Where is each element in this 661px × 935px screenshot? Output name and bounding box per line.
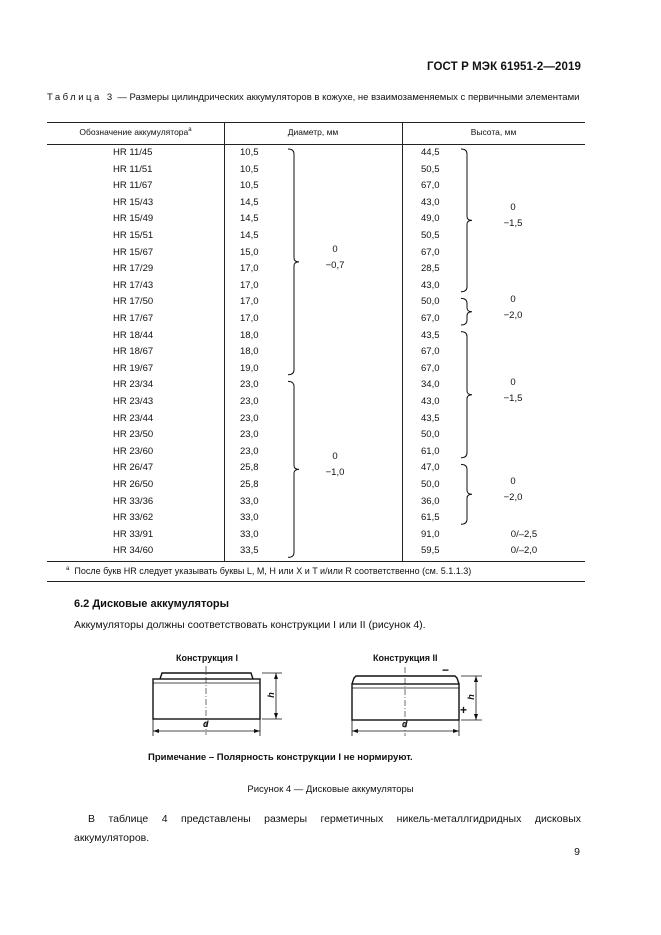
cell-designation: HR 18/44 [113, 329, 154, 341]
page-number: 9 [574, 846, 580, 858]
cell-diameter: 23,0 [240, 429, 259, 441]
height-tolerance-lower: −1,5 [503, 218, 523, 230]
cell-height: 67,0 [421, 180, 440, 192]
dimension-d-label-1: d [203, 719, 209, 729]
section-text: Аккумуляторы должны соответствовать конструкции I или II (рисунок 4). [74, 619, 426, 631]
dimension-h-label-1: h [265, 692, 276, 698]
cell-height: 59,5 [421, 545, 440, 557]
cell-diameter: 25,8 [240, 462, 259, 474]
cell-height: 61,5 [421, 512, 440, 524]
diameter-tolerance-lower: −1,0 [325, 467, 345, 479]
cell-height: 67,0 [421, 246, 440, 258]
cell-designation: HR 18/67 [113, 346, 154, 358]
cell-height: 43,0 [421, 396, 440, 407]
cell-height: 67,0 [421, 313, 440, 324]
cell-diameter: 23,0 [240, 445, 259, 457]
cell-designation: HR 15/43 [113, 196, 154, 208]
cell-designation: HR 23/44 [113, 412, 154, 424]
cell-diameter: 10,5 [240, 163, 259, 175]
cell-designation: HR 23/34 [113, 379, 154, 391]
cell-designation: HR 33/62 [113, 512, 154, 524]
cell-designation: HR 33/91 [113, 528, 154, 540]
cell-diameter: 15,0 [240, 246, 259, 258]
height-tolerance-value: 0/–2,5 [510, 528, 538, 540]
cell-diameter: 25,8 [240, 479, 259, 490]
construction-2-drawing [352, 667, 482, 736]
dimension-arrows [153, 673, 478, 733]
cell-height: 91,0 [421, 528, 440, 540]
cell-diameter: 10,5 [240, 147, 259, 158]
column-header-designation: Обозначение аккумулятора$^a$ [79, 127, 192, 137]
cell-height: 44,5 [421, 147, 440, 158]
cell-diameter: 10,5 [240, 180, 259, 192]
cell-diameter: 33,0 [240, 512, 259, 524]
dimension-d-label-2: d [402, 719, 408, 729]
column-header-diameter: Диаметр, мм [287, 127, 339, 137]
cell-diameter: 17,0 [240, 263, 259, 275]
cell-designation: HR 11/67 [113, 180, 153, 192]
cell-designation: HR 17/29 [113, 263, 154, 275]
height-tolerance-lower: −1,5 [503, 392, 523, 404]
cell-designation: HR 19/67 [113, 362, 154, 374]
cell-diameter: 17,0 [240, 313, 259, 324]
cell-height: 34,0 [421, 379, 440, 391]
cell-designation: HR 23/50 [113, 429, 154, 441]
height-tolerance-upper: 0 [510, 202, 516, 214]
cell-height: 43,0 [421, 279, 440, 291]
cell-height: 50,5 [421, 230, 440, 241]
table-caption-text: — Размеры цилиндрических аккумуляторов в кожухе, не взаимозаменяемых с первичными элементами [117, 92, 580, 103]
cell-height: 43,0 [421, 196, 440, 208]
figure-note: Примечание – Полярность конструкции I не нормируют. [148, 752, 413, 763]
cell-designation: HR 17/50 [113, 296, 154, 308]
cell-diameter: 14,5 [240, 213, 259, 225]
cell-diameter: 19,0 [240, 362, 259, 374]
cell-diameter: 33,5 [240, 545, 259, 557]
cell-height: 67,0 [421, 362, 440, 374]
cell-height: 43,5 [421, 329, 440, 341]
table-footnote: $^a$ После букв HR следует указывать буквы L, M, H или X и T и/или R соответственно (см. 5.1.1.3) [66, 566, 472, 576]
cell-diameter: 17,0 [240, 296, 259, 308]
cell-height: 50,0 [421, 296, 440, 308]
cell-height: 50,0 [421, 479, 440, 490]
cell-diameter: 33,0 [240, 495, 259, 507]
cell-designation: HR 26/47 [113, 462, 154, 474]
height-tolerance-upper: 0 [510, 376, 516, 388]
height-tolerance-lower: −2,0 [503, 309, 523, 321]
section-heading: 6.2 Дисковые аккумуляторы [74, 598, 230, 610]
cell-designation: HR 34/60 [113, 545, 154, 557]
construction-1-label: Конструкция I [176, 653, 239, 663]
minus-terminal-sign: − [442, 663, 450, 677]
construction-1-drawing [153, 666, 282, 736]
cell-designation: HR 15/51 [113, 230, 154, 241]
column-header-height: Высота, мм [470, 127, 517, 137]
cell-height: 50,0 [421, 429, 440, 441]
cell-height: 47,0 [421, 462, 440, 474]
cell-designation: HR 15/67 [113, 246, 154, 258]
table-caption-label: Таблица 3 [47, 92, 115, 103]
cell-designation: HR 23/60 [113, 445, 154, 457]
cell-height: 28,5 [421, 263, 440, 275]
height-tolerance-upper: 0 [510, 293, 516, 305]
cell-diameter: 14,5 [240, 230, 259, 241]
diameter-tolerance-upper: 0 [332, 243, 338, 255]
diameter-tolerance-lower: −0,7 [325, 259, 345, 271]
construction-2-label: Конструкция II [373, 653, 438, 663]
height-tolerance-upper: 0 [510, 476, 516, 488]
cell-diameter: 18,0 [240, 346, 259, 358]
diameter-tolerance-upper: 0 [332, 451, 338, 463]
cell-designation: HR 15/49 [113, 213, 154, 225]
cell-diameter: 33,0 [240, 528, 259, 540]
cell-designation: HR 26/50 [113, 479, 154, 490]
height-tolerance-lower: −2,0 [503, 492, 523, 504]
cell-diameter: 17,0 [240, 279, 259, 291]
cell-designation: HR 17/67 [113, 313, 154, 324]
cell-designation: HR 11/51 [113, 163, 153, 175]
cell-height: 67,0 [421, 346, 440, 358]
cell-diameter: 18,0 [240, 329, 259, 341]
cell-designation: HR 17/43 [113, 279, 154, 291]
document-id-header: ГОСТ Р МЭК 61951-2—2019 [427, 61, 581, 73]
body-paragraph: В таблице 4 представлены размеры герметичных никель-металлгидридных дисковых аккумуляторов. [74, 813, 581, 844]
cell-height: 49,0 [421, 213, 440, 225]
cell-height: 61,0 [421, 445, 440, 457]
cell-height: 36,0 [421, 495, 440, 507]
figure-caption: Рисунок 4 — Дисковые аккумуляторы [247, 784, 414, 795]
cell-diameter: 23,0 [240, 379, 259, 391]
plus-terminal-sign: + [460, 703, 468, 717]
height-tolerance-value: 0/–2,0 [510, 545, 538, 557]
cell-diameter: 23,0 [240, 412, 259, 424]
cell-diameter: 14,5 [240, 196, 259, 208]
dimension-h-label-2: h [465, 694, 476, 700]
cell-designation: HR 11/45 [113, 147, 153, 158]
cell-designation: HR 23/43 [113, 396, 154, 407]
cell-height: 50,5 [421, 163, 440, 175]
cell-designation: HR 33/36 [113, 495, 154, 507]
cell-height: 43,5 [421, 412, 440, 424]
cell-diameter: 23,0 [240, 396, 259, 407]
